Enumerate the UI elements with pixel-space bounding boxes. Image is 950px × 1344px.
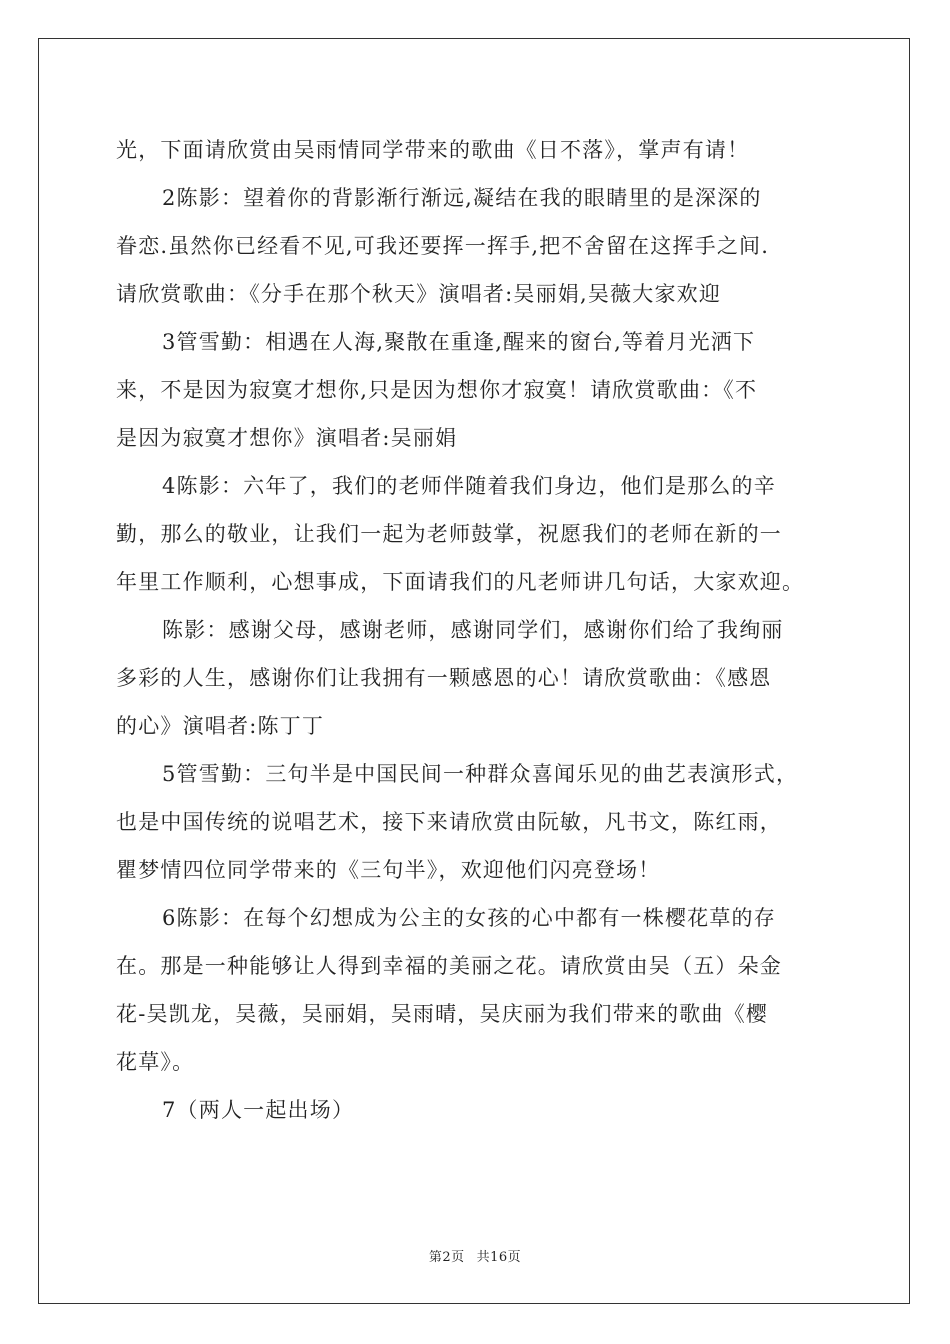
text-line: 3管雪勤：相遇在人海,聚散在重逢,醒来的窗台,等着月光洒下 [162,330,756,354]
text-line: 在。那是一种能够让人得到幸福的美丽之花。请欣赏由吴（五）朵金 [116,954,782,978]
text-line: 陈影：感谢父母，感谢老师，感谢同学们，感谢你们给了我绚丽 [162,618,784,642]
text-line: 花草》。 [116,1050,195,1074]
text-line: 来，不是因为寂寞才想你,只是因为想你才寂寞！请欣赏歌曲：《不 [116,378,758,402]
text-line: 7（两人一起出场） [162,1098,355,1122]
text-line: 年里工作顺利，心想事成，下面请我们的凡老师讲几句话，大家欢迎。 [116,570,805,594]
text-line: 花-吴凯龙，吴薇，吴丽娟，吴雨晴，吴庆丽为我们带来的歌曲《樱 [116,1002,769,1026]
text-line: 也是中国传统的说唱艺术，接下来请欣赏由阮敏，凡书文，陈红雨， [116,810,782,834]
page-footer [0,1246,950,1265]
text-line: 眷恋.虽然你已经看不见,可我还要挥一挥手,把不舍留在这挥手之间. [116,234,770,258]
text-line: 是因为寂寞才想你》演唱者:吴丽娟 [116,426,458,450]
text-line: 多彩的人生，感谢你们让我拥有一颗感恩的心！请欣赏歌曲：《感恩 [116,666,772,690]
page-total: 共16页 [476,1250,522,1265]
text-line: 2陈影：望着你的背影渐行渐远,凝结在我的眼睛里的是深深的 [162,186,762,210]
text-line: 请欣赏歌曲：《分手在那个秋天》演唱者:吴丽娟,吴薇大家欢迎 [116,282,722,306]
text-line: 5管雪勤：三句半是中国民间一种群众喜闻乐见的曲艺表演形式， [162,762,799,786]
document-body [116,126,838,1134]
text-line: 勤，那么的敬业，让我们一起为老师鼓掌，祝愿我们的老师在新的一 [116,522,782,546]
text-line: 光，下面请欣赏由吴雨情同学带来的歌曲《日不落》，掌声有请！ [116,138,750,162]
text-line: 6陈影：在每个幻想成为公主的女孩的心中都有一株樱花草的存 [162,906,776,930]
text-line: 瞿梦情四位同学带来的《三句半》，欢迎他们闪亮登场！ [116,858,661,882]
text-line: 的心》演唱者:陈丁丁 [116,714,325,738]
text-line: 4陈影：六年了，我们的老师伴随着我们身边，他们是那么的辛 [162,474,776,498]
page-number: 第2页 [428,1250,465,1265]
